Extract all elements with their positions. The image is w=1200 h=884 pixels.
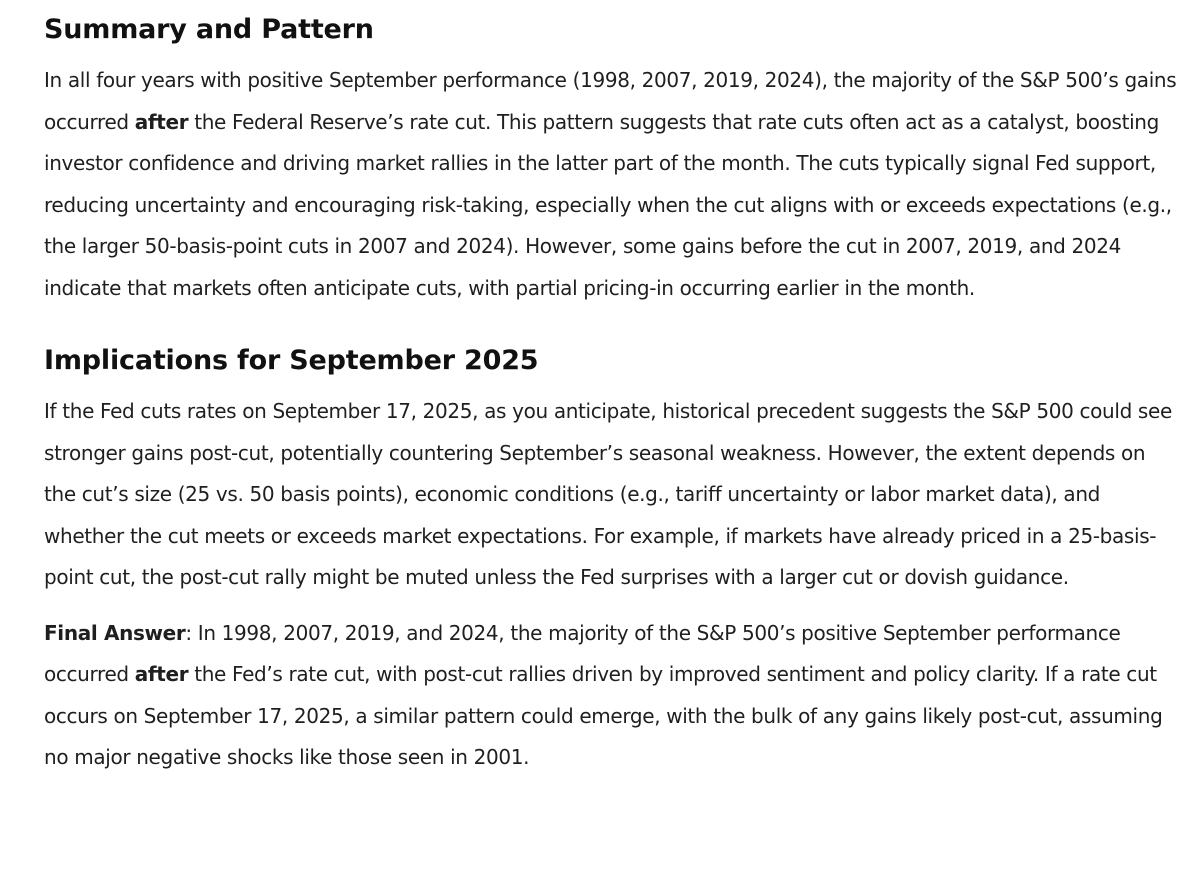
final-answer-text-1: : In 1998, 2007, 2019, and 2024, the majority of the S&P 500’s positive September performance occurred <box>44 620 1121 686</box>
final-answer-text-2: the Fed’s rate cut, with post-cut rallies driven by improved sentiment and policy clarity. If a rate cut occurs on September 17, 2025, a similar pattern could emerge, with the bulk of any gains likely post-cut, assuming no major negative shocks like those seen in 2001. <box>44 662 1163 769</box>
summary-paragraph <box>44 60 1178 309</box>
final-answer-bold-after: after <box>134 662 189 686</box>
implications-paragraph: If the Fed cuts rates on September 17, 2025, as you anticipate, historical precedent suggests the S&P 500 could see stronger gains post-cut, potentially countering September’s seasonal weakness. However, the extent depends on the cut’s size (25 vs. 50 basis points), economic conditions (e.g., tariff uncertainty or labor market data), and whether the cut meets or exceeds market expectations. For example, if markets have already priced in a 25-basis-point cut, the post-cut rally might be muted unless the Fed surprises with a larger cut or dovish guidance. <box>44 399 1172 589</box>
section-heading-summary: Summary and Pattern <box>44 14 374 45</box>
final-answer-paragraph <box>44 613 1178 779</box>
summary-text-1: In all four years with positive September performance (1998, 2007, 2019, 2024), the majority of the S&P 500’s gains occurred <box>44 68 1177 134</box>
summary-bold-after: after <box>134 109 189 134</box>
section-heading-implications: Implications for September 2025 <box>44 345 539 376</box>
summary-text-2: the Federal Reserve’s rate cut. This pattern suggests that rate cuts often act as a catalyst, boosting investor confidence and driving market rallies in the latter part of the month. The cuts typically signal Fed support, reducing uncertainty and encouraging risk-taking, especially when the cut aligns with or exceeds expectations (e.g., the larger 50-basis-point cuts in 2007 and 2024). However, some gains before the cut in 2007, 2019, and 2024 indicate that markets often anticipate cuts, with partial pricing-in occurring earlier in the month. <box>44 109 1172 300</box>
final-answer-label: Final Answer <box>44 620 186 645</box>
